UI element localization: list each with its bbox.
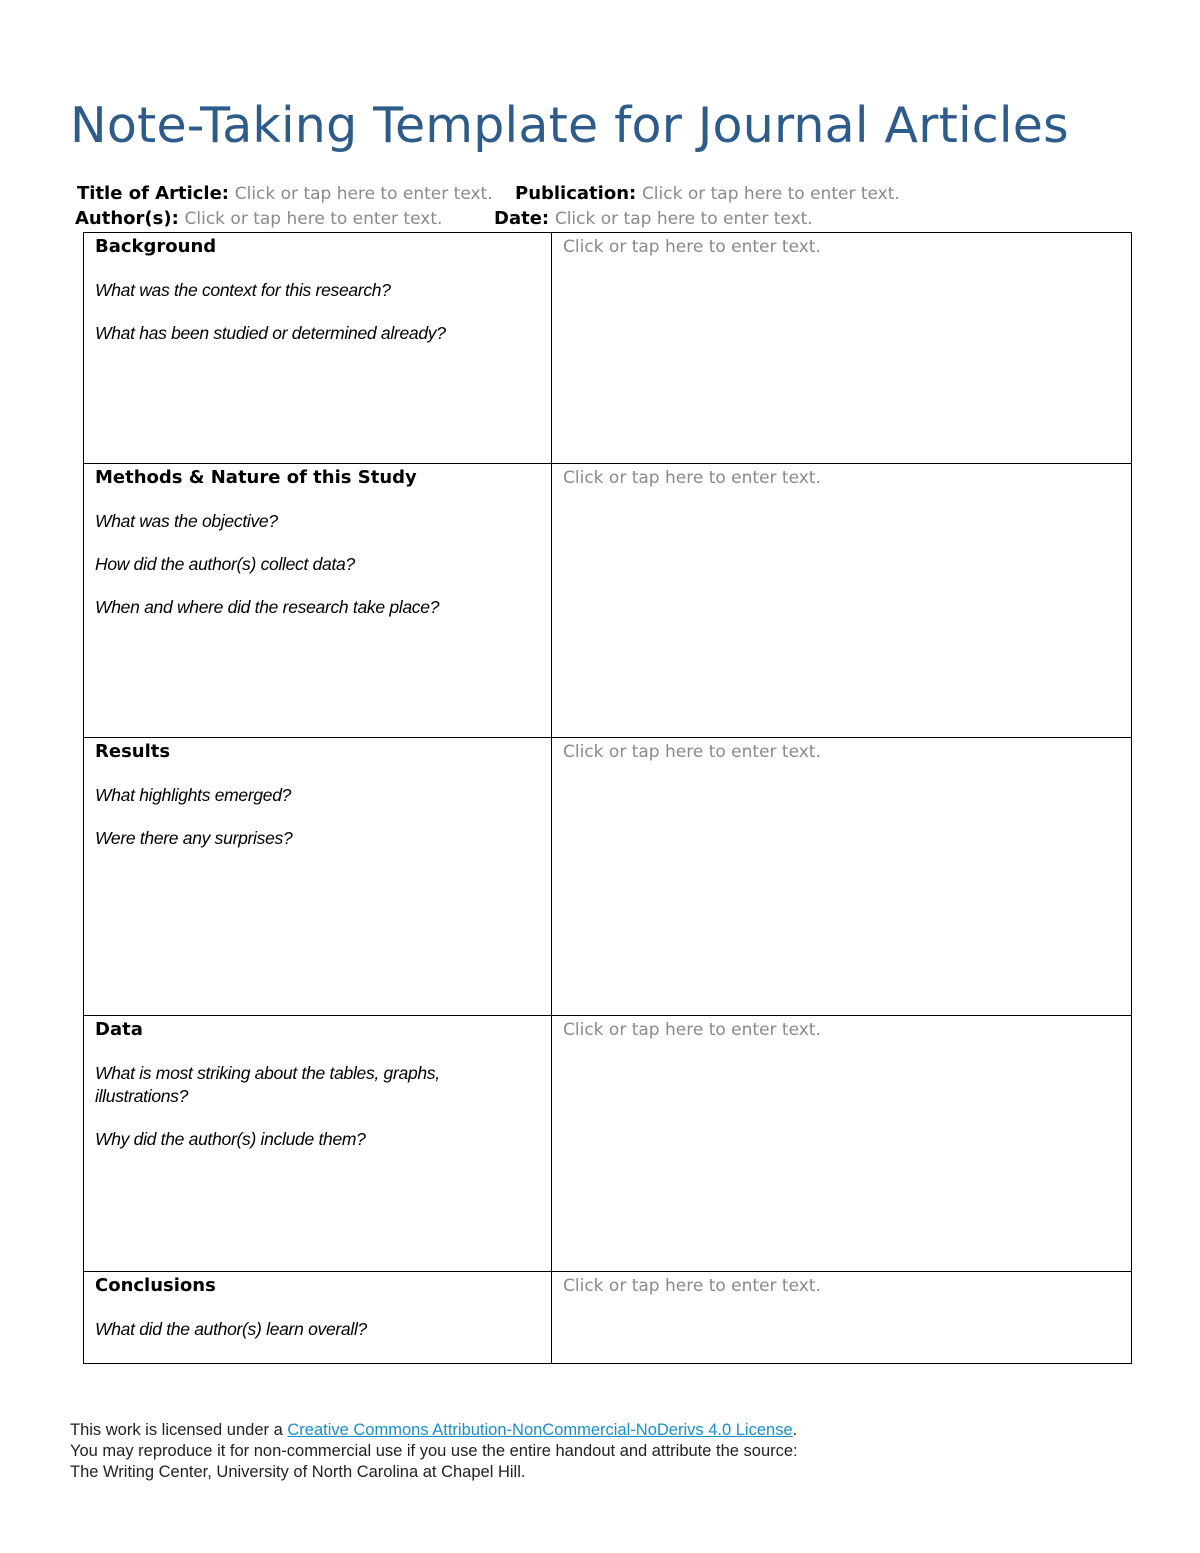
section-heading-background: Background xyxy=(95,236,217,257)
date-field[interactable]: Click or tap here to enter text. xyxy=(554,209,813,229)
license-footer xyxy=(70,1420,798,1483)
prompt-cell-methods xyxy=(84,464,552,738)
section-question: What highlights emerged? xyxy=(95,785,292,805)
section-question: What has been studied or determined already? xyxy=(95,323,446,343)
table-row-background xyxy=(84,233,1132,464)
authors-label: Author(s): xyxy=(75,208,179,229)
table-row-conclusions xyxy=(84,1272,1132,1364)
answer-field-data[interactable]: Click or tap here to enter text. xyxy=(563,1020,821,1040)
reproduction-note: You may reproduce it for non-commercial use if you use the entire handout and attribute the source: xyxy=(70,1442,798,1460)
prompt-cell-background xyxy=(84,233,552,464)
section-question: Why did the author(s) include them? xyxy=(95,1129,366,1149)
answer-field-conclusions[interactable]: Click or tap here to enter text. xyxy=(563,1276,821,1296)
section-heading-conclusions: Conclusions xyxy=(95,1275,216,1296)
answer-cell-background[interactable] xyxy=(552,233,1132,464)
section-question: Were there any surprises? xyxy=(95,828,293,848)
license-link[interactable]: Creative Commons Attribution-NonCommercial-NoDerivs 4.0 License xyxy=(287,1421,793,1439)
notes-table xyxy=(83,232,1132,1364)
prompt-cell-conclusions xyxy=(84,1272,552,1364)
meta-row-authors xyxy=(75,207,442,231)
section-question: What is most striking about the tables, graphs, illustrations? xyxy=(95,1063,440,1106)
section-question: What was the context for this research? xyxy=(95,280,391,300)
title-of-article-label: Title of Article: xyxy=(77,183,229,204)
answer-field-background[interactable]: Click or tap here to enter text. xyxy=(563,237,821,257)
section-heading-methods: Methods & Nature of this Study xyxy=(95,467,417,488)
meta-row-title xyxy=(77,182,493,206)
date-label: Date: xyxy=(494,208,550,229)
answer-field-methods[interactable]: Click or tap here to enter text. xyxy=(563,468,821,488)
section-heading-results: Results xyxy=(95,741,171,762)
license-line xyxy=(70,1420,798,1441)
meta-row-publication xyxy=(515,182,900,206)
prompt-cell-data xyxy=(84,1016,552,1272)
prompt-cell-results xyxy=(84,738,552,1016)
license-prefix: This work is licensed under a xyxy=(70,1421,288,1439)
section-question: What did the author(s) learn overall? xyxy=(95,1319,367,1339)
page-title: Note-Taking Template for Journal Articles xyxy=(70,97,1069,154)
answer-cell-methods[interactable] xyxy=(552,464,1132,738)
authors-field[interactable]: Click or tap here to enter text. xyxy=(184,209,443,229)
section-question: What was the objective? xyxy=(95,511,278,531)
attribution-source: The Writing Center, University of North Carolina at Chapel Hill. xyxy=(70,1463,526,1481)
table-row-results xyxy=(84,738,1132,1016)
table-row-methods xyxy=(84,464,1132,738)
answer-cell-data[interactable] xyxy=(552,1016,1132,1272)
section-question: When and where did the research take place? xyxy=(95,597,440,617)
table-row-data xyxy=(84,1016,1132,1272)
section-heading-data: Data xyxy=(95,1019,143,1040)
meta-row-date xyxy=(494,207,813,231)
answer-field-results[interactable]: Click or tap here to enter text. xyxy=(563,742,821,762)
section-question: How did the author(s) collect data? xyxy=(95,554,355,574)
publication-field[interactable]: Click or tap here to enter text. xyxy=(641,184,900,204)
title-of-article-field[interactable]: Click or tap here to enter text. xyxy=(234,184,493,204)
publication-label: Publication: xyxy=(515,183,637,204)
license-suffix: . xyxy=(792,1421,798,1439)
answer-cell-results[interactable] xyxy=(552,738,1132,1016)
answer-cell-conclusions[interactable] xyxy=(552,1272,1132,1364)
